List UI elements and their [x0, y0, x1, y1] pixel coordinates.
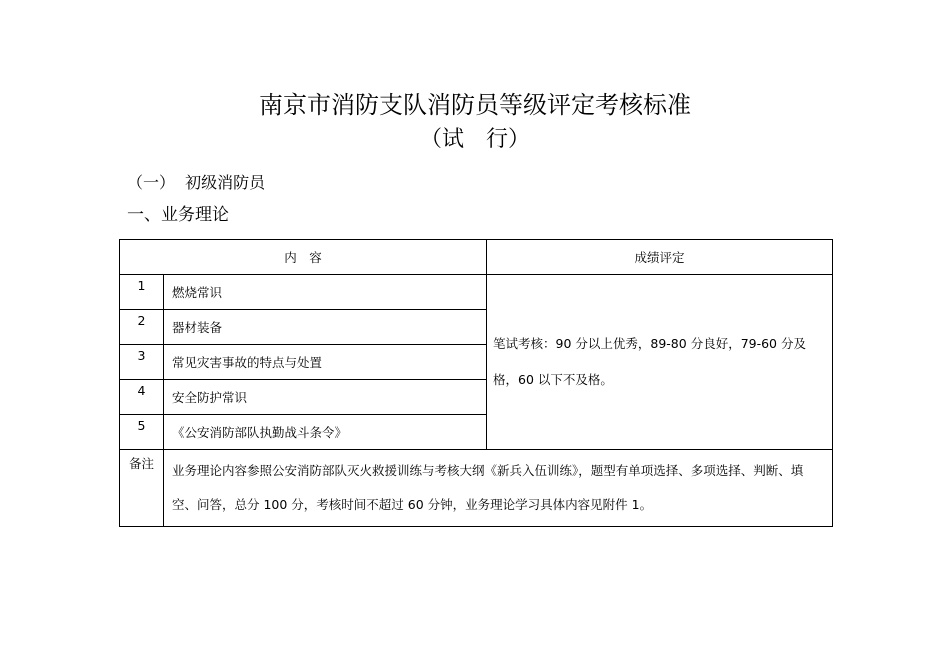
row-number: 5 [120, 415, 164, 450]
subsection-heading: 一、业务理论 [127, 205, 229, 225]
table-header-row [120, 240, 833, 275]
document-subtitle: （试 行） [419, 127, 530, 152]
row-item: 燃烧常识 [164, 275, 487, 310]
document-title: 南京市消防支队消防员等级评定考核标准 [259, 91, 691, 119]
row-number: 3 [120, 345, 164, 380]
table-row [120, 275, 833, 310]
row-item: 常见灾害事故的特点与处置 [164, 345, 487, 380]
assessment-table [119, 239, 833, 527]
header-content-cell: 内 容 [120, 240, 487, 275]
row-number: 4 [120, 380, 164, 415]
row-number: 1 [120, 275, 164, 310]
row-item: 器材装备 [164, 310, 487, 345]
note-row [120, 450, 833, 527]
header-score-cell: 成绩评定 [487, 240, 833, 275]
row-item: 《公安消防部队执勤战斗条令》 [164, 415, 487, 450]
note-text: 业务理论内容参照公安消防部队灭火救援训练与考核大纲《新兵入伍训练》，题型有单项选择、多项选择、判断、填空、问答，总分 100 分，考核时间不超过 60 分钟，业务理论学习具体内容见附件 1。 [164, 450, 833, 527]
note-label: 备注 [120, 450, 164, 527]
row-number: 2 [120, 310, 164, 345]
score-criteria-cell: 笔试考核：90 分以上优秀，89-80 分良好，79-60 分及格，60 以下不及格。 [487, 275, 833, 450]
section-title: （一） 初级消防员 [127, 173, 266, 192]
row-item: 安全防护常识 [164, 380, 487, 415]
